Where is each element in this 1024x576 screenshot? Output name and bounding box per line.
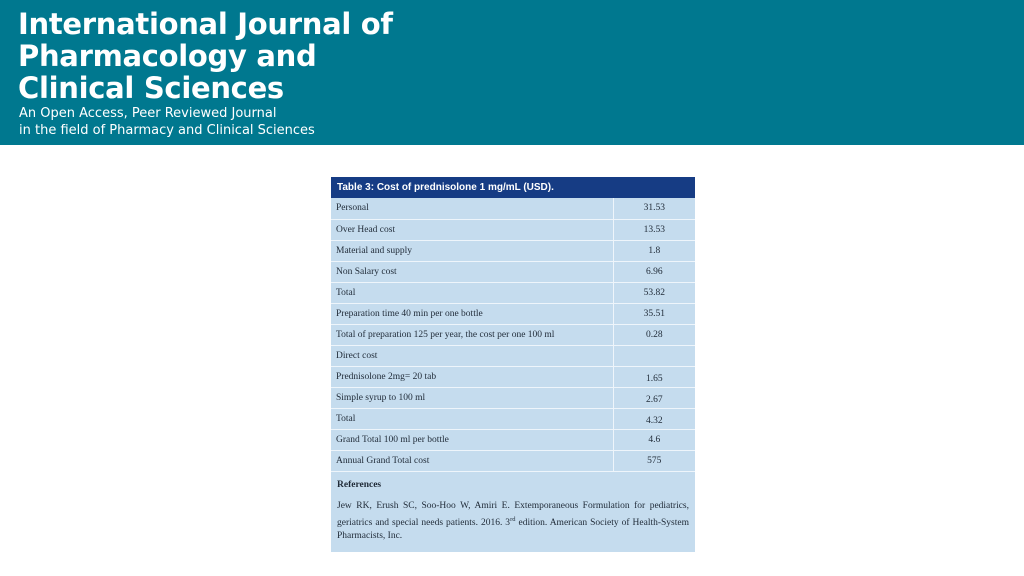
journal-subtitle-line-2: in the field of Pharmacy and Clinical Sciences [19,123,315,138]
table-row [331,324,695,345]
row-value: 2.67 [613,387,695,408]
row-label: Grand Total 100 ml per bottle [331,429,613,450]
table-row [331,387,695,408]
table-row [331,450,695,471]
cost-table [331,198,695,472]
row-value: 53.82 [613,282,695,303]
row-label: Over Head cost [331,219,613,240]
row-label: Preparation time 40 min per one bottle [331,303,613,324]
reference-entry [337,500,689,543]
row-label: Prednisolone 2mg= 20 tab [331,366,613,387]
row-label: Total [331,282,613,303]
table-row [331,408,695,429]
table-row [331,198,695,219]
table-row [331,429,695,450]
row-label: Total of preparation 125 per year, the cost per one 100 ml [331,324,613,345]
reference-ordinal-suffix: rd [510,515,516,523]
row-label: Non Salary cost [331,261,613,282]
references-heading: References [337,479,382,490]
journal-banner [0,0,1024,145]
reference-text-start: Jew RK, Erush SC, Soo-Hoo W, Amiri E. Extemporaneous Formulation for pediatrics, geriatrics and special needs patients. 2016. 3 [337,500,689,528]
journal-subtitle [19,105,315,139]
row-value: 13.53 [613,219,695,240]
table-row [331,219,695,240]
cost-table-figure [331,177,695,552]
journal-title-line-2: Pharmacology and [18,39,317,73]
table-row [331,345,695,366]
row-value: 0.28 [613,324,695,345]
row-value: 6.96 [613,261,695,282]
table-row [331,282,695,303]
row-value: 1.8 [613,240,695,261]
table-row [331,303,695,324]
table-row [331,240,695,261]
row-value: 35.51 [613,303,695,324]
row-value [613,345,695,366]
row-label: Simple syrup to 100 ml [331,387,613,408]
row-value: 575 [613,450,695,471]
journal-subtitle-line-1: An Open Access, Peer Reviewed Journal [19,106,277,121]
row-label: Personal [331,198,613,219]
table-row [331,261,695,282]
journal-title-line-3: Clinical Sciences [18,71,284,105]
row-label: Direct cost [331,345,613,366]
reference-text-end: edition. American Society of Health-System Pharmacists, Inc. [337,517,689,541]
references-section [331,472,695,543]
row-label: Total [331,408,613,429]
row-label: Material and supply [331,240,613,261]
row-value: 1.65 [613,366,695,387]
row-label: Annual Grand Total cost [331,450,613,471]
table-row [331,366,695,387]
journal-title [18,8,393,104]
table-caption: Table 3: Cost of prednisolone 1 mg/mL (USD). [331,177,695,198]
row-value: 4.32 [613,408,695,429]
row-value: 31.53 [613,198,695,219]
row-value: 4.6 [613,429,695,450]
journal-title-line-1: International Journal of [18,7,393,41]
